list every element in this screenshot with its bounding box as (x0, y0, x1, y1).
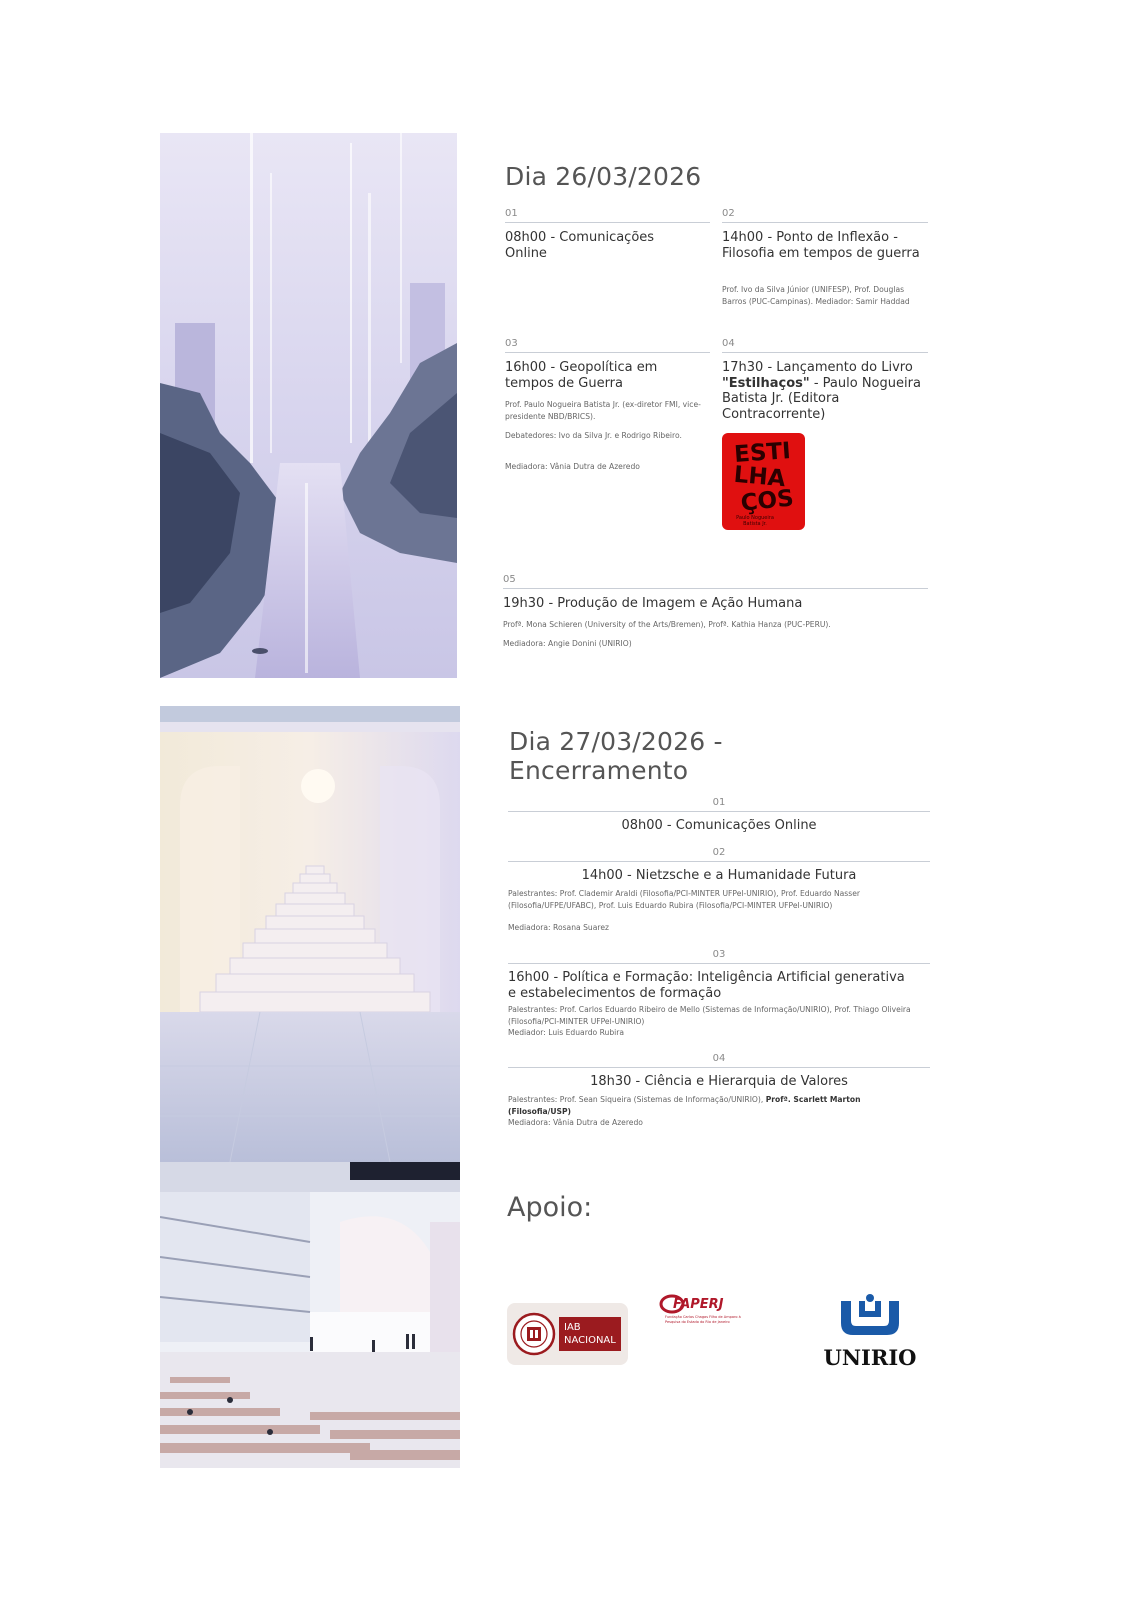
divider (722, 222, 928, 223)
day2-title-line2: Encerramento (509, 756, 689, 785)
unirio-emblem-icon (837, 1293, 903, 1339)
day1-session-03-mediator: Mediadora: Vânia Dutra de Azeredo (505, 462, 640, 471)
iab-label-box (559, 1317, 621, 1351)
day2-session-01-number: 01 (712, 797, 726, 808)
svg-text:ÇOS: ÇOS (739, 485, 795, 517)
day2-session-01-title: 08h00 - Comunicações Online (621, 818, 817, 833)
faperj-subtitle: Fundação Carlos Chagas Filho de Amparo à Pesquisa do Estado do Rio de Janeiro (665, 1315, 741, 1324)
unirio-wordmark: UNIRIO (823, 1345, 917, 1370)
day1-session-01-number: 01 (505, 208, 518, 219)
svg-text:ESTI: ESTI (733, 438, 792, 468)
day2-session-02-title: 14h00 - Nietzsche e a Humanidade Futura (581, 868, 857, 883)
iab-seal-icon (512, 1312, 556, 1356)
day2-session-03-number: 03 (712, 949, 726, 960)
day2-session-04-mediator: Mediadora: Vânia Dutra de Azeredo (508, 1118, 643, 1127)
day1-session-02-speakers: Prof. Ivo da Silva Júnior (UNIFESP), Prof. Douglas Barros (PUC-Campinas). Mediador: Samir Haddad (722, 285, 910, 306)
day2-session-04-speakers: Palestrantes: Prof. Sean Siqueira (Sistemas de Informação/UNIRIO), Profª. Scarlett Marton (Filosofia/USP) (508, 1095, 861, 1116)
unirio-logo (815, 1293, 925, 1377)
day1-session-03-debaters: Debatedores: Ivo da Silva Jr. e Rodrigo Ribeiro. (505, 431, 682, 440)
day2-session-04-number: 04 (712, 1053, 726, 1064)
book-cover (722, 433, 805, 530)
svg-text:LHA: LHA (732, 461, 787, 493)
support-title: Apoio: (507, 1192, 593, 1223)
day2-session-03-mediator: Mediador: Luis Eduardo Rubira (508, 1028, 625, 1037)
day1-session-05-speakers: Profª. Mona Schieren (University of the Arts/Bremen), Profª. Kathia Hanza (PUC-PERU). (503, 620, 831, 629)
day2-session-03-speakers: Palestrantes: Prof. Carlos Eduardo Ribeiro de Mello (Sistemas de Informação/UNIRIO), Prof. Thiago Oliveira (Filosofia/PCI-MINTER UFPel-UNIRIO) (508, 1005, 911, 1026)
day1-session-05-mediator: Mediadora: Angie Donini (UNIRIO) (503, 639, 632, 648)
divider (505, 222, 710, 223)
canyon-river-image (160, 133, 457, 678)
day1-session-01-title: 08h00 - Comunicações Online (505, 230, 655, 261)
auditorium-image (160, 1162, 460, 1468)
day1-session-05-number: 05 (503, 574, 516, 585)
day2-session-02-mediator: Mediadora: Rosana Suarez (508, 923, 609, 932)
day2-title-line1: Dia 27/03/2026 - (509, 727, 723, 756)
divider (505, 352, 710, 353)
svg-text:Batista Jr.: Batista Jr. (743, 521, 767, 527)
iab-nacional-logo (507, 1303, 628, 1365)
day1-session-03-speaker: Prof. Paulo Nogueira Batista Jr. (ex-diretor FMI, vice-presidente NBD/BRICS). (505, 400, 701, 421)
divider (508, 861, 930, 862)
divider (508, 811, 930, 812)
day1-session-02-number: 02 (722, 208, 735, 219)
divider (508, 1067, 930, 1068)
divider (503, 588, 928, 589)
day2-session-02-speakers: Palestrantes: Prof. Clademir Araldi (Filosofia/PCI-MINTER UFPel-UNIRIO), Prof. Eduardo Nasser (Filosofia/UFPE/UFABC), Prof. Luis Eduardo Rubira (Filosofia/PCI-MINTER UFPel-UNIRIO) (508, 889, 860, 910)
day1-title: Dia 26/03/2026 (505, 162, 702, 191)
day2-session-04-title: 18h30 - Ciência e Hierarquia de Valores (590, 1074, 848, 1089)
svg-text:Paulo Nogueira: Paulo Nogueira (736, 515, 774, 521)
day1-session-03-number: 03 (505, 338, 518, 349)
day1-session-02-title: 14h00 - Ponto de Inflexão - Filosofia em tempos de guerra (722, 230, 920, 261)
faperj-wordmark: FAPERJ (673, 1297, 724, 1312)
stairway-image (160, 706, 460, 1162)
day2-session-03-title: 16h00 - Política e Formação: Inteligência Artificial generativa e estabelecimentos de formação (508, 970, 905, 1001)
faperj-logo (659, 1293, 754, 1327)
day1-session-04-title: 17h30 - Lançamento do Livro "Estilhaços" - Paulo Nogueira Batista Jr. (Editora Contracorrente) (722, 360, 921, 422)
divider (722, 352, 928, 353)
iab-label-line1: IAB (564, 1322, 581, 1333)
day2-session-02-number: 02 (712, 847, 726, 858)
day1-session-04-number: 04 (722, 338, 735, 349)
divider (508, 963, 930, 964)
book-cover-lettering (722, 433, 805, 530)
day1-session-05-title: 19h30 - Produção de Imagem e Ação Humana (503, 596, 803, 611)
iab-label-line2: NACIONAL (564, 1335, 616, 1346)
day1-session-03-title: 16h00 - Geopolítica em tempos de Guerra (505, 360, 658, 391)
